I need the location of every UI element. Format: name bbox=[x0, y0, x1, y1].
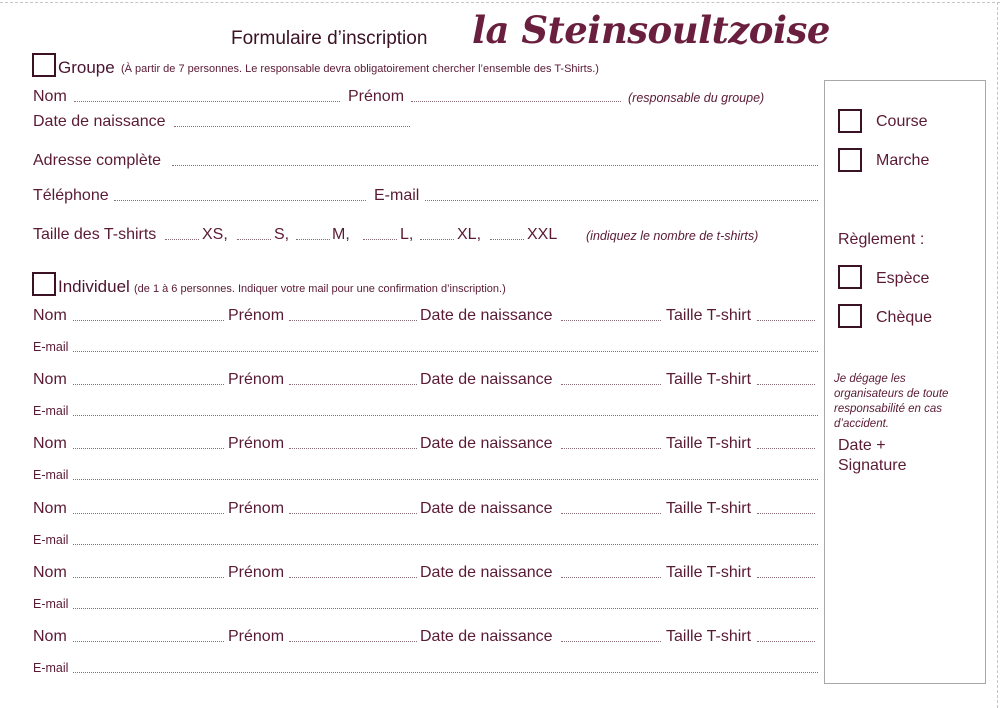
participant-prenom-field[interactable] bbox=[289, 577, 417, 578]
tshirt-s-field[interactable] bbox=[237, 239, 271, 240]
groupe-naissance-label: Date de naissance bbox=[33, 113, 166, 130]
participant-nom-label: Nom bbox=[33, 628, 67, 645]
participant-taille-field[interactable] bbox=[757, 513, 815, 514]
tshirt-l-field[interactable] bbox=[363, 239, 397, 240]
size-xxl: XXL bbox=[527, 226, 558, 243]
groupe-email-label: E-mail bbox=[374, 187, 420, 204]
reglement-label: Règlement : bbox=[838, 231, 925, 248]
cheque-label: Chèque bbox=[876, 309, 933, 326]
form-title: Formulaire d’inscription bbox=[231, 28, 428, 49]
participant-prenom-label: Prénom bbox=[228, 371, 285, 388]
participant-nom-label: Nom bbox=[33, 435, 67, 452]
disclaimer-text: Je dégage les organisateurs de toute responsabilité en cas d’accident. bbox=[834, 373, 949, 430]
participant-email-field[interactable] bbox=[73, 672, 818, 673]
groupe-adresse-label: Adresse complète bbox=[33, 152, 162, 169]
course-checkbox[interactable] bbox=[838, 109, 862, 133]
participant-taille-label: Taille T-shirt bbox=[666, 500, 752, 517]
participant-email-label: E-mail bbox=[33, 661, 69, 675]
participant-prenom-field[interactable] bbox=[289, 384, 417, 385]
tshirt-xxl-field[interactable] bbox=[490, 239, 524, 240]
participant-taille-field[interactable] bbox=[757, 448, 815, 449]
groupe-adresse-field[interactable] bbox=[172, 165, 818, 166]
tshirts-note: (indiquez le nombre de t-shirts) bbox=[586, 229, 759, 243]
individuel-label: Individuel bbox=[58, 277, 130, 296]
participant-taille-field[interactable] bbox=[757, 577, 815, 578]
participant-nom-field[interactable] bbox=[73, 513, 224, 514]
tshirt-xs-field[interactable] bbox=[165, 239, 199, 240]
participant-email-label: E-mail bbox=[33, 597, 69, 611]
espece-checkbox[interactable] bbox=[838, 265, 862, 289]
participant-prenom-field[interactable] bbox=[289, 513, 417, 514]
participant-nom-field[interactable] bbox=[73, 641, 224, 642]
size-m: M, bbox=[332, 226, 350, 243]
participant-email-field[interactable] bbox=[73, 415, 818, 416]
participant-naissance-label: Date de naissance bbox=[420, 564, 553, 581]
participant-email-field[interactable] bbox=[73, 544, 818, 545]
groupe-telephone-label: Téléphone bbox=[33, 187, 109, 204]
participant-taille-field[interactable] bbox=[757, 641, 815, 642]
cut-line-right bbox=[997, 2, 998, 708]
participant-email-label: E-mail bbox=[33, 404, 69, 418]
participant-prenom-field[interactable] bbox=[289, 320, 417, 321]
participant-email-label: E-mail bbox=[33, 533, 69, 547]
participant-naissance-field[interactable] bbox=[561, 577, 661, 578]
individuel-checkbox[interactable] bbox=[32, 272, 56, 296]
groupe-email-field[interactable] bbox=[425, 200, 818, 201]
groupe-prenom-field[interactable] bbox=[411, 101, 621, 102]
responsable-note: (responsable du groupe) bbox=[628, 91, 765, 105]
date-signature-label: Date + Signature bbox=[838, 437, 907, 474]
size-xs: XS, bbox=[202, 226, 228, 243]
participant-taille-label: Taille T-shirt bbox=[666, 564, 752, 581]
groupe-naissance-field[interactable] bbox=[174, 126, 410, 127]
participant-taille-field[interactable] bbox=[757, 384, 815, 385]
participant-taille-field[interactable] bbox=[757, 320, 815, 321]
cheque-checkbox[interactable] bbox=[838, 304, 862, 328]
participant-taille-label: Taille T-shirt bbox=[666, 435, 752, 452]
marche-label: Marche bbox=[876, 152, 930, 169]
participant-taille-label: Taille T-shirt bbox=[666, 371, 752, 388]
groupe-nom-label: Nom bbox=[33, 88, 67, 105]
participant-nom-field[interactable] bbox=[73, 577, 224, 578]
brand-logo: la Steinsoultzoise bbox=[472, 8, 830, 52]
participant-naissance-field[interactable] bbox=[561, 513, 661, 514]
espece-label: Espèce bbox=[876, 270, 930, 287]
participant-naissance-field[interactable] bbox=[561, 448, 661, 449]
participant-naissance-field[interactable] bbox=[561, 641, 661, 642]
groupe-checkbox[interactable] bbox=[32, 53, 56, 77]
participant-naissance-field[interactable] bbox=[561, 384, 661, 385]
participant-email-label: E-mail bbox=[33, 468, 69, 482]
participant-naissance-field[interactable] bbox=[561, 320, 661, 321]
participant-prenom-field[interactable] bbox=[289, 448, 417, 449]
tshirt-xl-field[interactable] bbox=[420, 239, 454, 240]
marche-checkbox[interactable] bbox=[838, 148, 862, 172]
participant-prenom-label: Prénom bbox=[228, 564, 285, 581]
participant-email-field[interactable] bbox=[73, 608, 818, 609]
participant-taille-label: Taille T-shirt bbox=[666, 628, 752, 645]
participant-email-field[interactable] bbox=[73, 351, 818, 352]
participant-naissance-label: Date de naissance bbox=[420, 371, 553, 388]
size-xl: XL, bbox=[457, 226, 482, 243]
participant-naissance-label: Date de naissance bbox=[420, 435, 553, 452]
participant-taille-label: Taille T-shirt bbox=[666, 307, 752, 324]
participant-nom-field[interactable] bbox=[73, 384, 224, 385]
groupe-label: Groupe bbox=[58, 58, 115, 77]
participant-nom-label: Nom bbox=[33, 564, 67, 581]
participant-naissance-label: Date de naissance bbox=[420, 500, 553, 517]
size-l: L, bbox=[400, 226, 414, 243]
participant-email-field[interactable] bbox=[73, 479, 818, 480]
participant-nom-label: Nom bbox=[33, 500, 67, 517]
participant-prenom-label: Prénom bbox=[228, 500, 285, 517]
tshirt-m-field[interactable] bbox=[296, 239, 330, 240]
participant-prenom-field[interactable] bbox=[289, 641, 417, 642]
participant-nom-field[interactable] bbox=[73, 320, 224, 321]
participant-prenom-label: Prénom bbox=[228, 307, 285, 324]
individuel-note: (de 1 à 6 personnes. Indiquer votre mail pour une confirmation d’inscription.) bbox=[134, 283, 506, 295]
participant-nom-field[interactable] bbox=[73, 448, 224, 449]
participant-prenom-label: Prénom bbox=[228, 628, 285, 645]
participant-nom-label: Nom bbox=[33, 307, 67, 324]
participant-email-label: E-mail bbox=[33, 340, 69, 354]
participant-naissance-label: Date de naissance bbox=[420, 628, 553, 645]
cut-line-top bbox=[0, 2, 1000, 3]
groupe-note: (À partir de 7 personnes. Le responsable devra obligatoirement chercher l’ensemble des T-Shirts.) bbox=[121, 63, 599, 75]
participant-prenom-label: Prénom bbox=[228, 435, 285, 452]
tshirts-label: Taille des T-shirts bbox=[33, 226, 157, 243]
participant-nom-label: Nom bbox=[33, 371, 67, 388]
size-s: S, bbox=[274, 226, 290, 243]
participant-naissance-label: Date de naissance bbox=[420, 307, 553, 324]
groupe-telephone-field[interactable] bbox=[114, 200, 366, 201]
groupe-nom-field[interactable] bbox=[74, 101, 340, 102]
groupe-prenom-label: Prénom bbox=[348, 88, 405, 105]
course-label: Course bbox=[876, 113, 928, 130]
